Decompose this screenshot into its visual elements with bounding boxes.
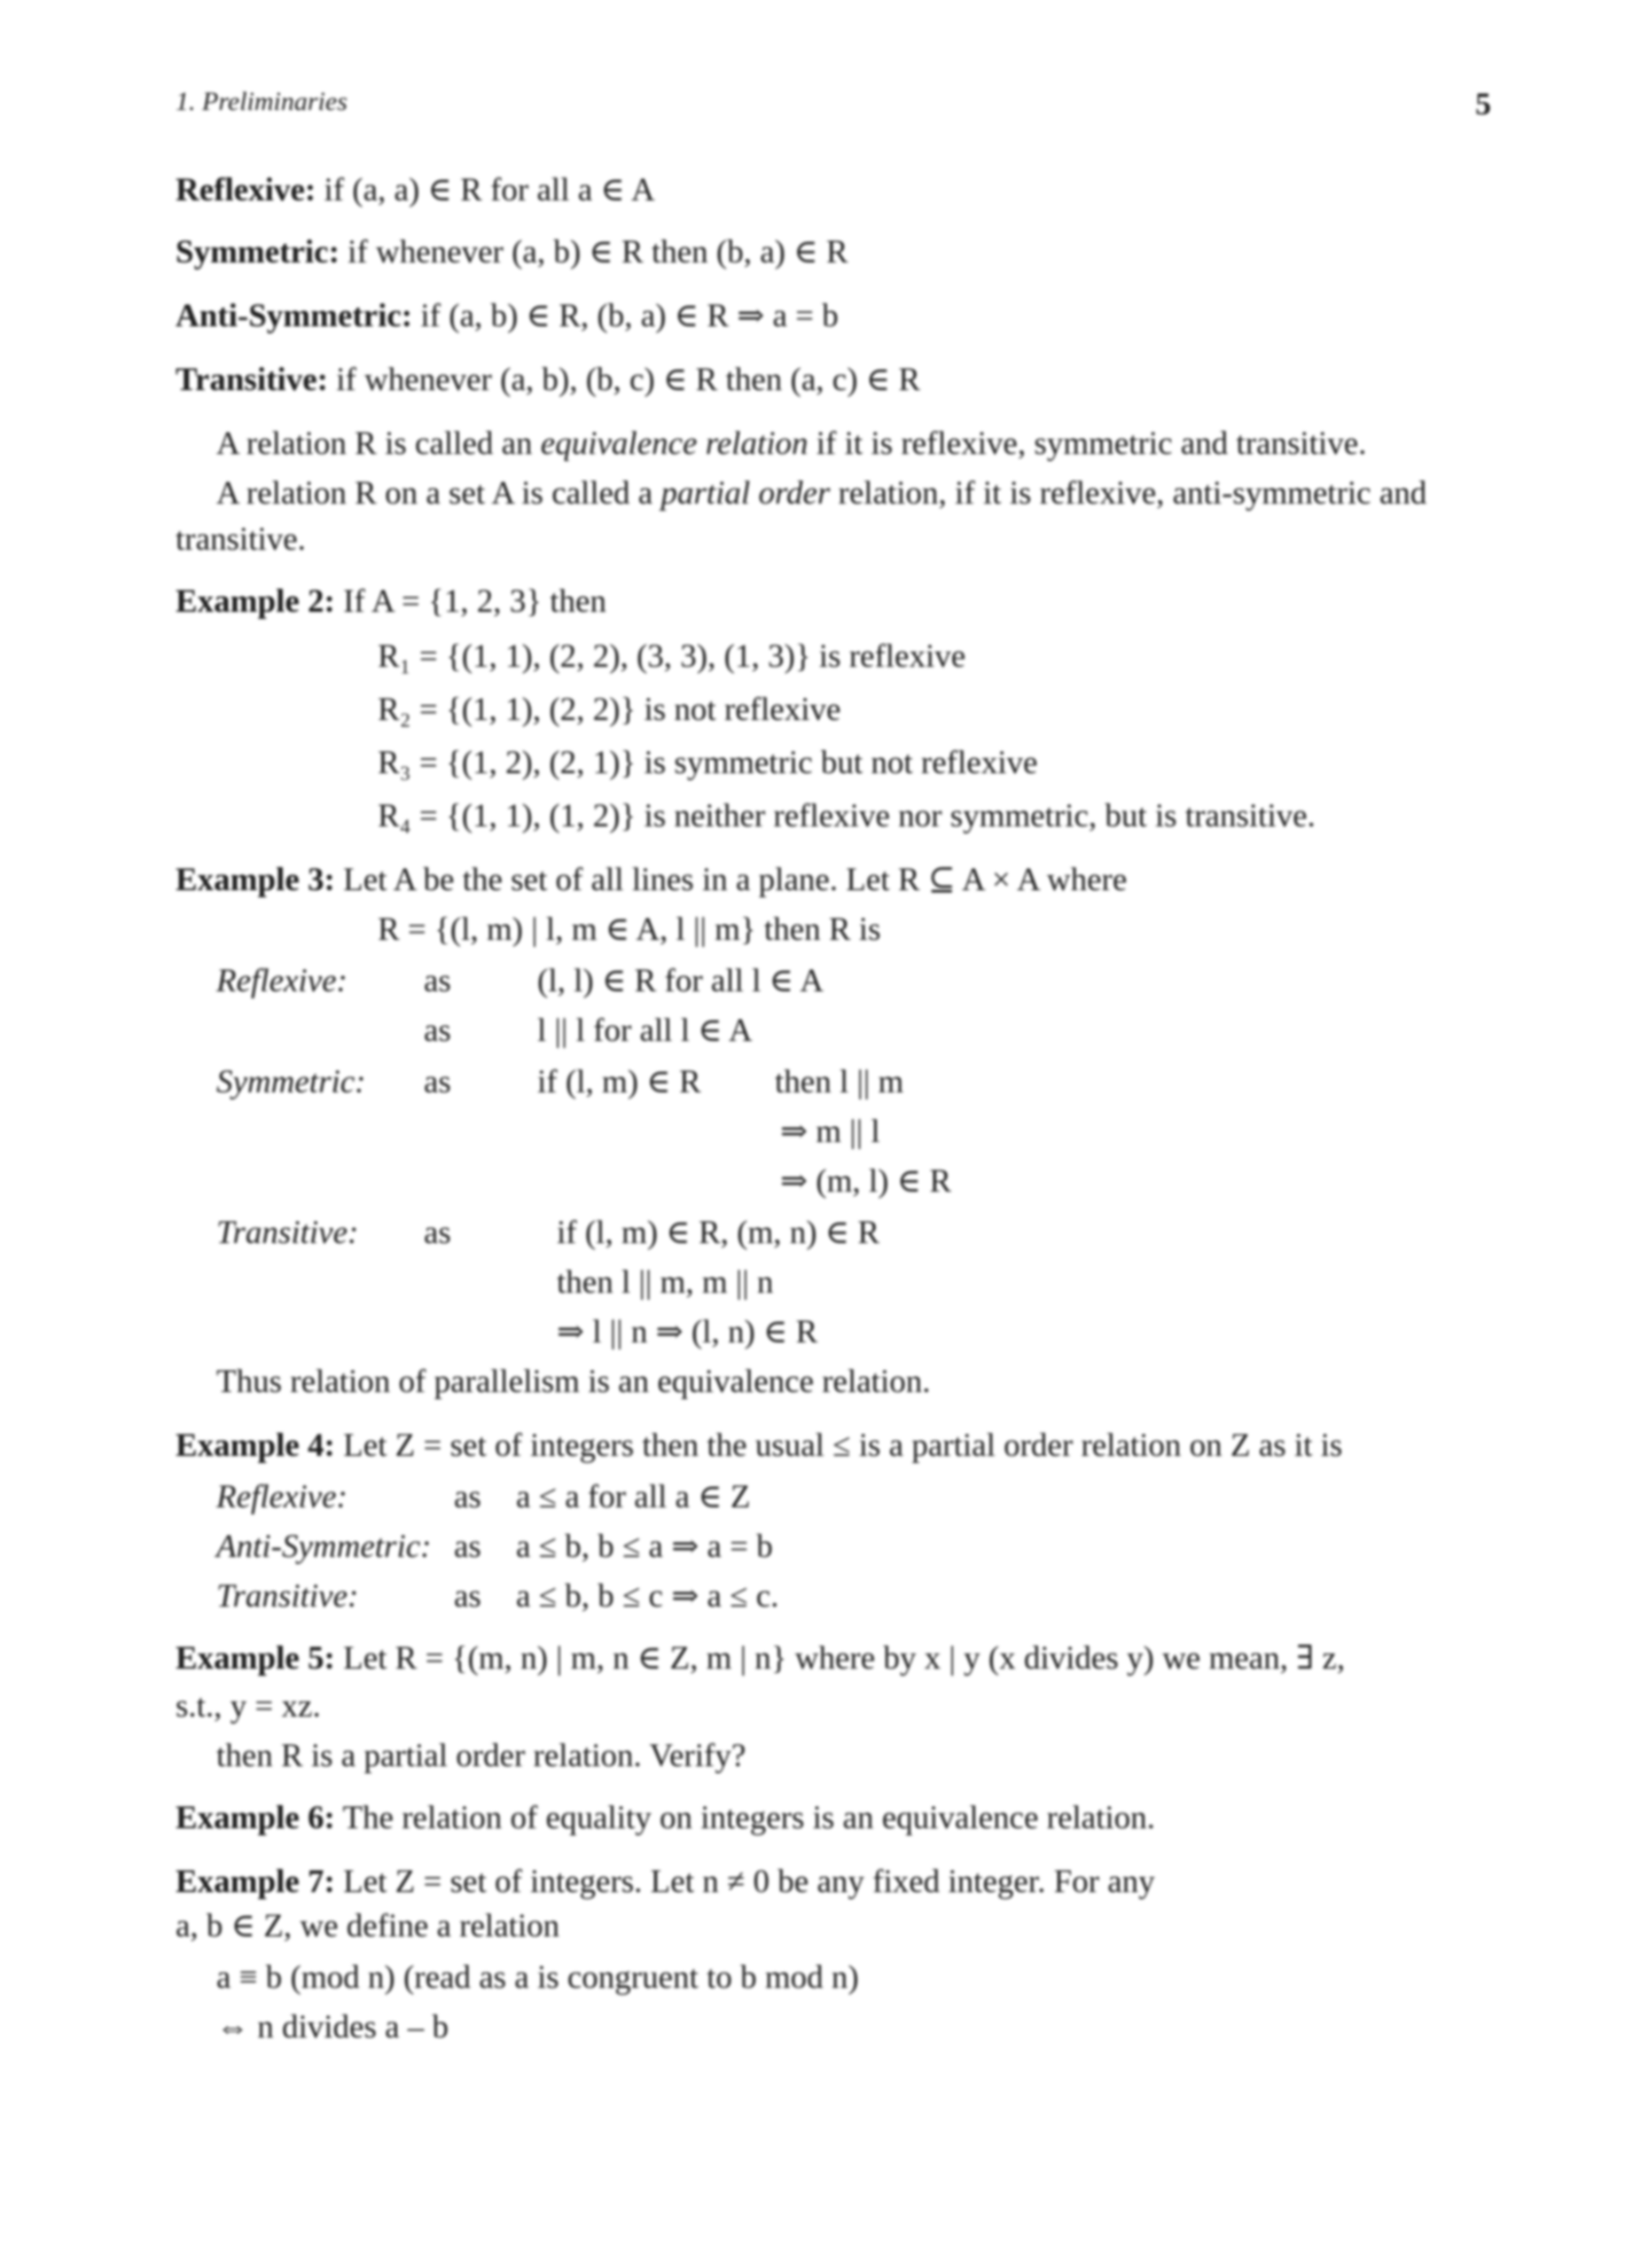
as-word: as bbox=[454, 1479, 481, 1515]
definition-term: Symmetric: bbox=[176, 234, 340, 270]
as-word: as bbox=[454, 1529, 481, 1565]
definition-symmetric bbox=[176, 236, 848, 269]
as-word: as bbox=[454, 1578, 481, 1615]
example-label: Example 3: bbox=[176, 862, 335, 898]
transitive-statement: ⇒ l || n ⇒ (l, n) ∈ R bbox=[557, 1314, 818, 1350]
page-number: 5 bbox=[1475, 86, 1491, 121]
example-intro: Let Z = set of integers then the usual ≤ is a partial order relation on Z as it is bbox=[334, 1427, 1343, 1464]
transitive-statement: then l || m, m || n bbox=[557, 1264, 774, 1301]
as-word: as bbox=[424, 963, 451, 999]
example-3-set-definition: R = {(l, m) | l, m ∈ A, l || m} then R is bbox=[378, 911, 881, 948]
transitive-statement: if (l, m) ∈ R, (m, n) ∈ R bbox=[557, 1215, 880, 1251]
example-7-heading bbox=[176, 1865, 1155, 1898]
example-7-line: a, b ∈ Z, we define a relation bbox=[176, 1908, 560, 1944]
definition-text: if (a, b) ∈ R, (b, a) ∈ R ⇒ a = b bbox=[412, 298, 839, 334]
definition-transitive bbox=[176, 364, 920, 396]
symmetric-statement: ⇒ (m, l) ∈ R bbox=[780, 1163, 952, 1200]
paragraph-equivalence bbox=[216, 427, 1366, 460]
example-label: Example 5: bbox=[176, 1640, 335, 1677]
example-intro: Let A be the set of all lines in a plane. Let R ⊆ A × A where bbox=[334, 862, 1128, 898]
example-label: Example 6: bbox=[176, 1800, 335, 1836]
as-word: as bbox=[424, 1064, 451, 1100]
reflexive-statement: (l, l) ∈ R for all l ∈ A bbox=[537, 963, 824, 999]
property-statement: a ≤ a for all a ∈ Z bbox=[516, 1479, 751, 1515]
example-2-heading bbox=[176, 585, 606, 618]
reflexive-statement: l || l for all l ∈ A bbox=[537, 1013, 753, 1049]
example-2-line: R₂ = {(1, 1), (2, 2)} is not reflexive bbox=[378, 692, 841, 728]
example-intro: If A = {1, 2, 3} then bbox=[334, 583, 606, 620]
definition-text: if whenever (a, b), (b, c) ∈ R then (a, c) ∈ R bbox=[327, 362, 921, 398]
symmetric-statement: if (l, m) ∈ R bbox=[537, 1064, 701, 1100]
example-2-line: R₁ = {(1, 1), (2, 2), (3, 3), (1, 3)} is reflexive bbox=[378, 638, 966, 675]
property-label: Anti-Symmetric: bbox=[216, 1529, 432, 1565]
property-statement: a ≤ b, b ≤ c ⇒ a ≤ c. bbox=[516, 1578, 779, 1615]
example-text: The relation of equality on integers is an equivalence relation. bbox=[334, 1800, 1155, 1836]
as-word: as bbox=[424, 1013, 451, 1049]
definition-text: if (a, a) ∈ R for all a ∈ A bbox=[316, 172, 655, 208]
paragraph-text: if it is reflexive, symmetric and transitive. bbox=[808, 426, 1367, 462]
paragraph-text: A relation R on a set A is called a bbox=[216, 475, 661, 512]
definition-term: Anti-Symmetric: bbox=[176, 298, 413, 334]
example-5-line: s.t., y = xz. bbox=[176, 1688, 321, 1724]
example-2-line: R₃ = {(1, 2), (2, 1)} is symmetric but not reflexive bbox=[378, 745, 1038, 781]
property-label-transitive: Transitive: bbox=[216, 1215, 359, 1251]
definition-term: Reflexive: bbox=[176, 172, 316, 208]
symmetric-statement: then l || m bbox=[775, 1064, 904, 1100]
example-3-heading bbox=[176, 864, 1127, 896]
paragraph-text: A relation R is called an bbox=[216, 426, 541, 462]
definition-reflexive bbox=[176, 174, 655, 207]
example-label: Example 2: bbox=[176, 583, 335, 620]
paragraph-text: relation, if it is reflexive, anti-symmetric and bbox=[830, 475, 1427, 512]
example-3-conclusion: Thus relation of parallelism is an equivalence relation. bbox=[216, 1364, 931, 1400]
paragraph-partial-order bbox=[216, 477, 1426, 510]
definition-anti-symmetric bbox=[176, 300, 839, 332]
example-7-line: ⇔ n divides a – b bbox=[216, 2009, 449, 2045]
property-statement: a ≤ b, b ≤ a ⇒ a = b bbox=[516, 1529, 773, 1565]
example-label: Example 7: bbox=[176, 1864, 335, 1900]
as-word: as bbox=[424, 1215, 451, 1251]
example-5-line: then R is a partial order relation. Verify? bbox=[216, 1738, 746, 1774]
example-label: Example 4: bbox=[176, 1427, 335, 1464]
definition-text: if whenever (a, b) ∈ R then (b, a) ∈ R bbox=[339, 234, 848, 270]
property-label-symmetric: Symmetric: bbox=[216, 1064, 366, 1100]
example-text: Let R = {(m, n) | m, n ∈ Z, m | n} where by x | y (x divides y) we mean, ∃ z, bbox=[334, 1640, 1346, 1677]
emphasis-term: equivalence relation bbox=[540, 426, 809, 462]
symmetric-statement: ⇒ m || l bbox=[780, 1114, 880, 1150]
property-label-reflexive: Reflexive: bbox=[216, 963, 348, 999]
property-label: Reflexive: bbox=[216, 1479, 348, 1515]
running-header-chapter: 1. Preliminaries bbox=[176, 87, 348, 116]
example-7-line: a ≡ b (mod n) (read as a is congruent to b mod n) bbox=[216, 1959, 859, 1996]
example-6 bbox=[176, 1802, 1155, 1834]
emphasis-term: partial order bbox=[660, 475, 831, 512]
example-2-line: R₄ = {(1, 1), (1, 2)} is neither reflexive nor symmetric, but is transitive. bbox=[378, 798, 1316, 834]
example-5-heading bbox=[176, 1642, 1345, 1675]
example-4-heading bbox=[176, 1429, 1342, 1462]
definition-term: Transitive: bbox=[176, 362, 328, 398]
example-text: Let Z = set of integers. Let n ≠ 0 be any fixed integer. For any bbox=[334, 1864, 1155, 1900]
paragraph-partial-order-cont: transitive. bbox=[176, 521, 306, 558]
property-label: Transitive: bbox=[216, 1578, 359, 1615]
